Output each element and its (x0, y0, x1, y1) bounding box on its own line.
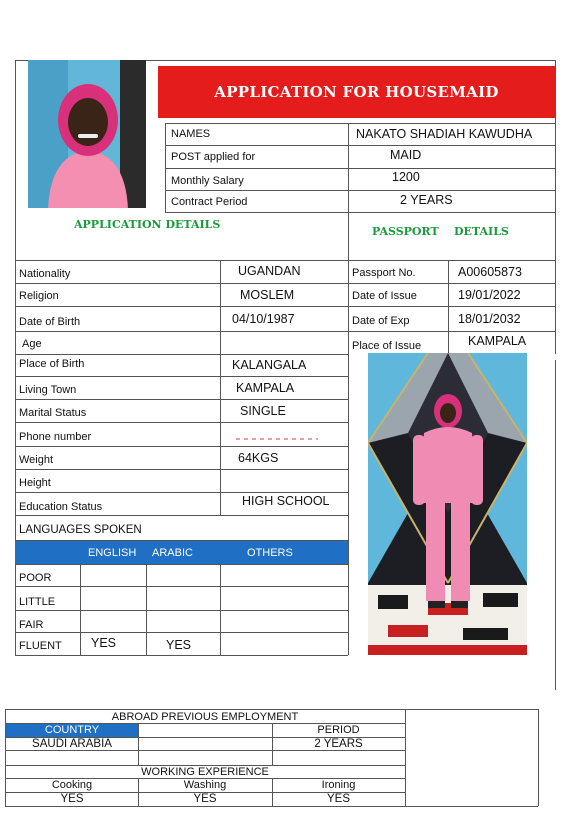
lang-row-poor: POOR (19, 572, 52, 584)
dob-label: Date of Birth (19, 316, 81, 328)
fluent-arabic-value: YES (166, 638, 192, 652)
contract-value: 2 YEARS (400, 193, 453, 207)
country-label: COUNTRY (44, 724, 100, 736)
applicant-full-body-photo (368, 353, 527, 655)
names-value: NAKATO SHADIAH KAWUDHA (356, 127, 533, 141)
nationality-label: Nationality (19, 268, 71, 280)
height-label: Height (19, 477, 51, 489)
phone-redacted-mark (236, 438, 318, 440)
marital-status-value: SINGLE (240, 404, 286, 418)
living-town-label: Living Town (19, 384, 77, 396)
date-of-exp-value: 18/01/2032 (458, 312, 521, 326)
lang-row-fair: FAIR (19, 619, 44, 631)
lang-col-arabic: ARABIC (152, 547, 193, 559)
date-of-issue-label: Date of Issue (352, 290, 417, 302)
passport-heading-left: PASSPORT (372, 225, 439, 238)
experience-heading: WORKING EXPERIENCE (141, 766, 269, 778)
place-of-birth-value: KALANGALA (232, 358, 307, 372)
place-of-issue-label: Place of Issue (352, 340, 422, 352)
application-details-heading: APPLICATION DETAILS (74, 218, 221, 231)
date-of-exp-label: Date of Exp (352, 315, 410, 327)
salary-label: Monthly Salary (171, 175, 244, 187)
fluent-english-value: YES (91, 636, 117, 650)
period-label: PERIOD (317, 724, 360, 736)
passport-no-value: A00605873 (458, 265, 522, 279)
applicant-portrait-photo (28, 60, 146, 208)
nationality-value: UGANDAN (238, 264, 301, 278)
dob-value: 04/10/1987 (232, 312, 295, 326)
phone-label: Phone number (19, 431, 92, 443)
post-label: POST applied for (171, 151, 256, 163)
languages-heading: LANGUAGES SPOKEN (19, 524, 142, 536)
skill-ironing-value: YES (326, 793, 350, 805)
country-value: SAUDI ARABIA (32, 738, 112, 750)
religion-value: MOSLEM (240, 288, 295, 302)
living-town-value: KAMPALA (236, 381, 295, 395)
abroad-heading: ABROAD PREVIOUS EMPLOYMENT (111, 711, 299, 723)
place-of-issue-value: KAMPALA (468, 334, 527, 348)
education-value: HIGH SCHOOL (242, 494, 330, 508)
passport-no-label: Passport No. (352, 267, 416, 279)
lang-col-others: OTHERS (247, 547, 293, 559)
education-label: Education Status (19, 501, 103, 513)
form-title: APPLICATION FOR HOUSEMAID (158, 66, 555, 118)
religion-label: Religion (19, 290, 59, 302)
marital-status-label: Marital Status (19, 407, 87, 419)
skill-cooking-label: Cooking (51, 779, 93, 791)
skill-washing-label: Washing (183, 779, 227, 791)
weight-value: 64KGS (238, 451, 279, 465)
place-of-birth-label: Place of Birth (19, 358, 85, 370)
period-value: 2 YEARS (314, 738, 363, 750)
lang-row-little: LITTLE (19, 596, 56, 608)
lang-row-fluent: FLUENT (19, 640, 62, 652)
salary-value: 1200 (392, 170, 420, 184)
post-value: MAID (390, 148, 422, 162)
weight-label: Weight (19, 454, 54, 466)
skill-cooking-value: YES (60, 793, 84, 805)
passport-heading-right: DETAILS (454, 225, 509, 238)
skill-washing-value: YES (193, 793, 217, 805)
skill-ironing-label: Ironing (321, 779, 356, 791)
names-label: NAMES (171, 128, 211, 140)
contract-label: Contract Period (171, 196, 248, 208)
portrait-image (28, 60, 146, 208)
date-of-issue-value: 19/01/2022 (458, 288, 521, 302)
full-body-image (368, 353, 527, 655)
lang-col-english: ENGLISH (88, 547, 137, 559)
age-label: Age (22, 338, 42, 350)
